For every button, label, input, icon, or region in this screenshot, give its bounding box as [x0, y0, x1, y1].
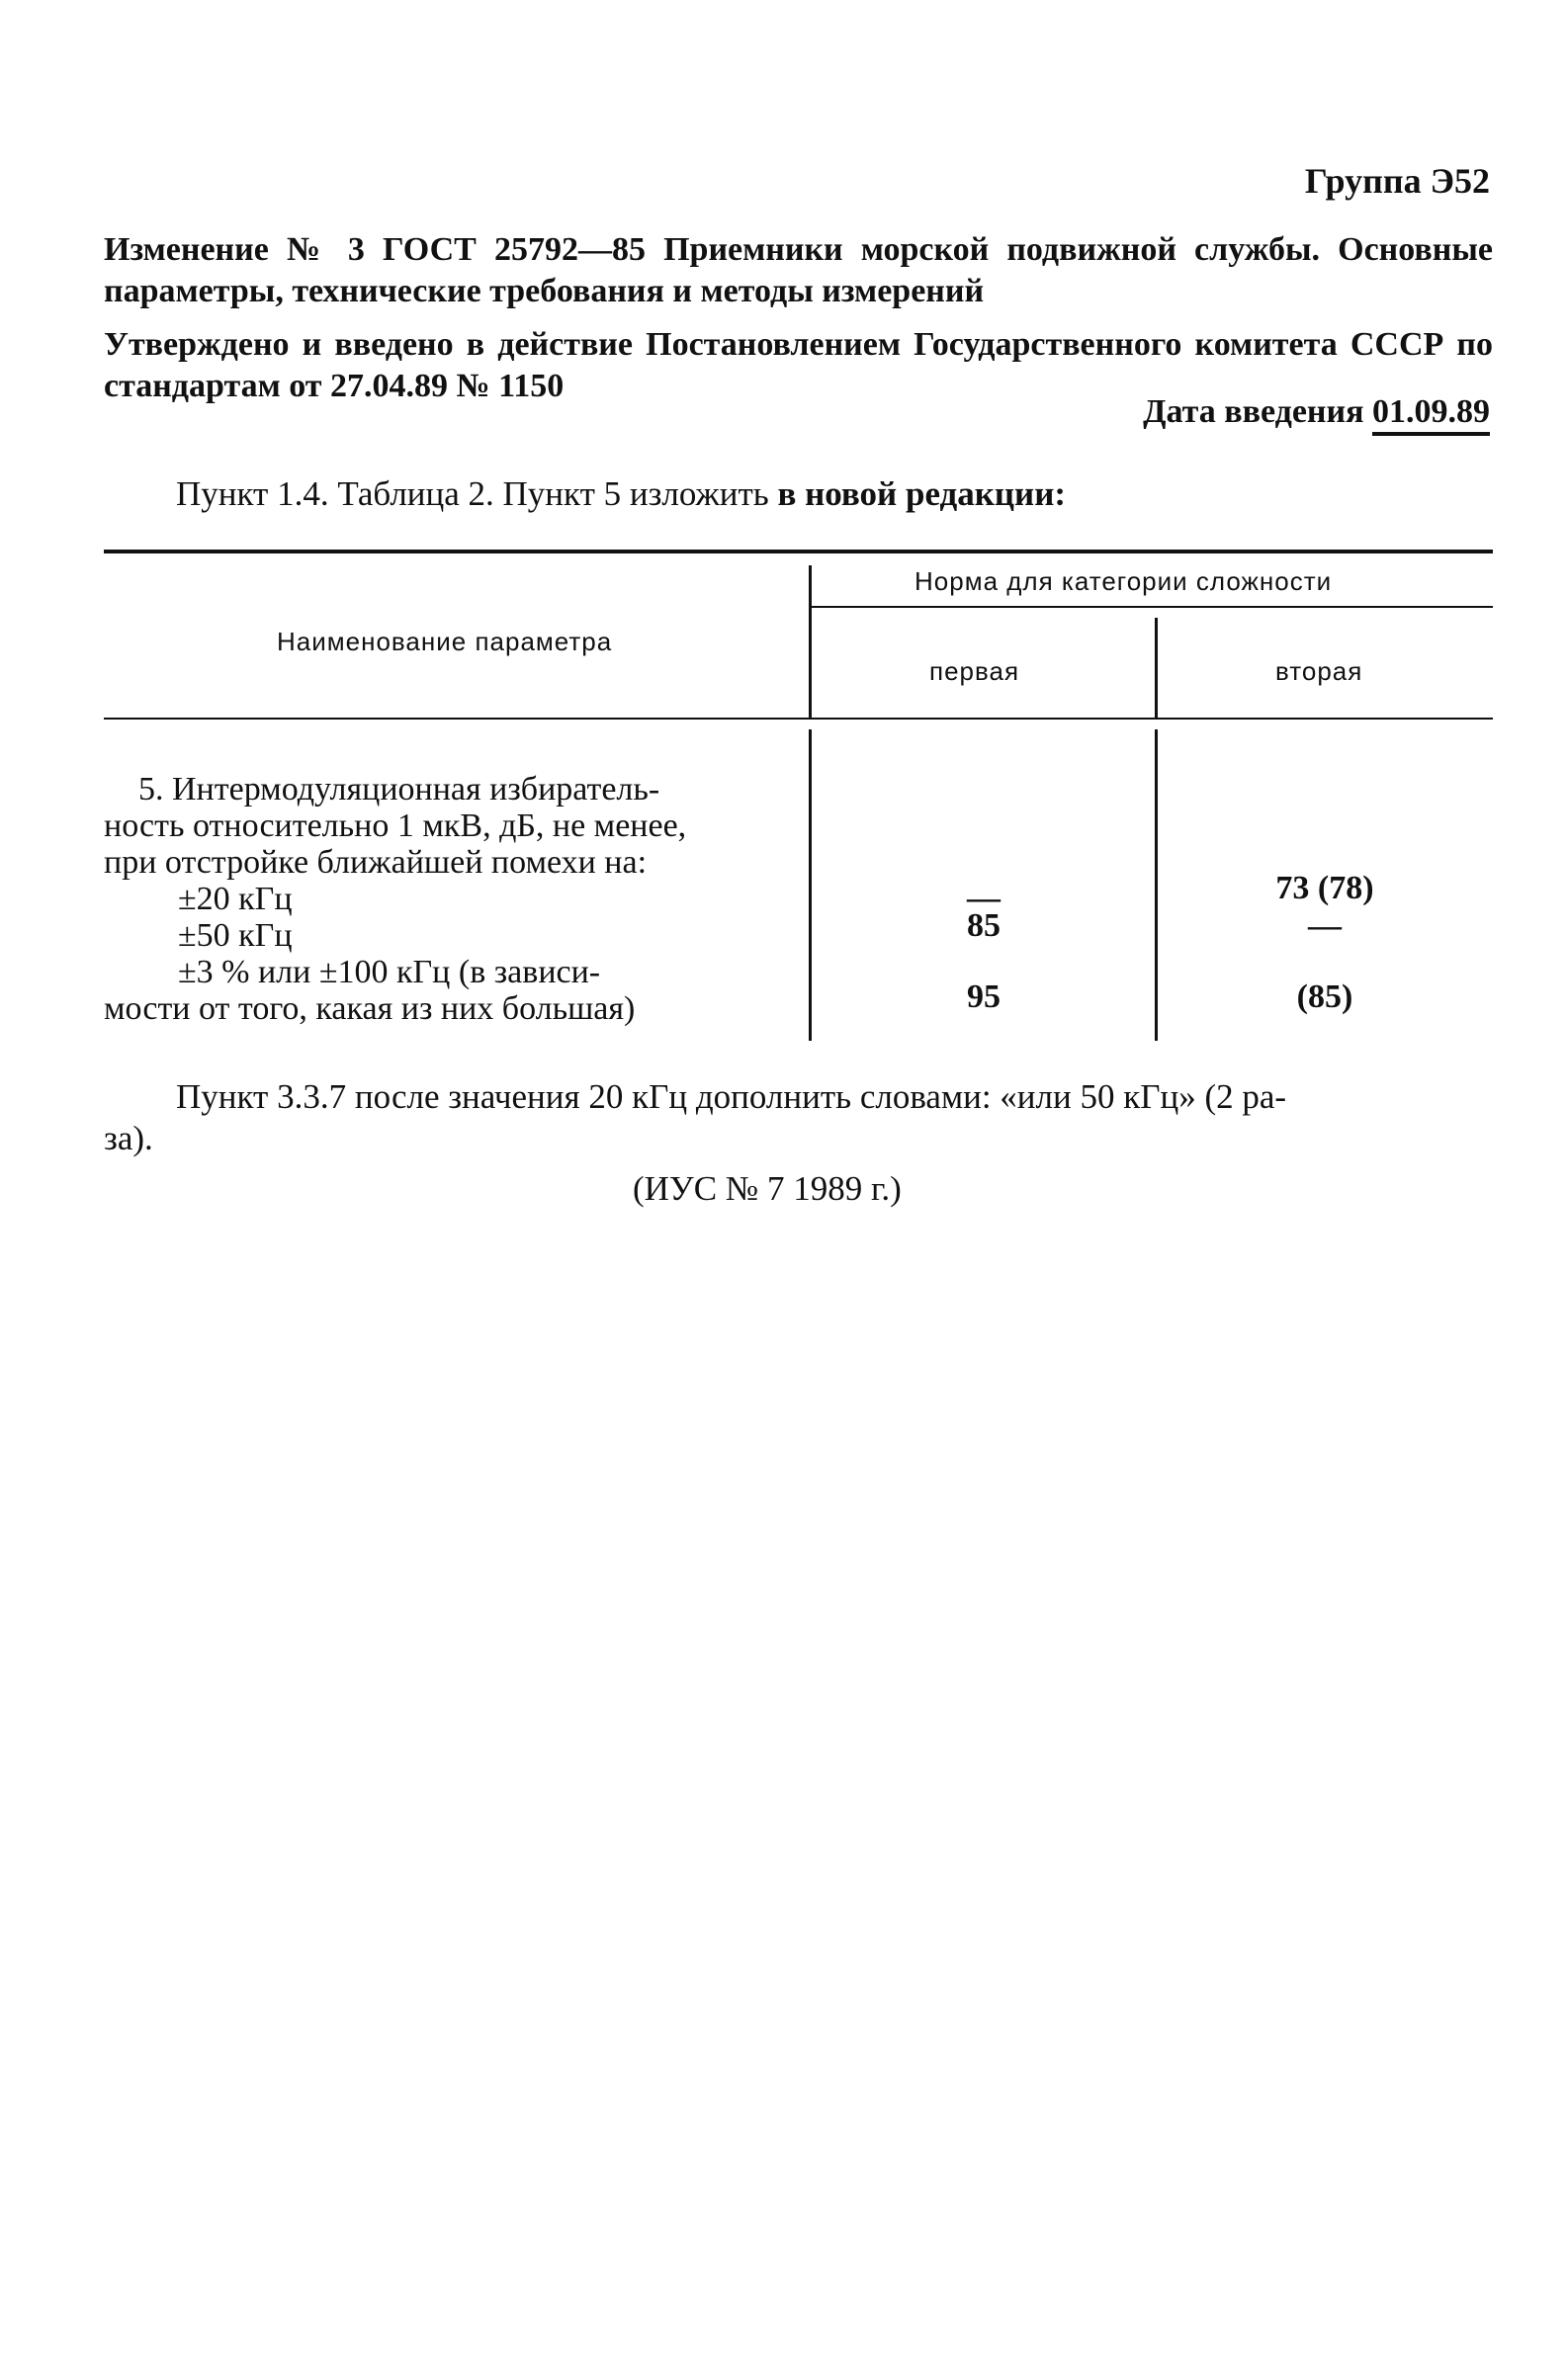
- ius-reference: (ИУС № 7 1989 г.): [633, 1169, 902, 1208]
- table-subheader-divider: [1155, 618, 1158, 720]
- table-header-divider: [809, 565, 812, 720]
- table-subheader-rule: [811, 606, 1493, 608]
- table-body-divider: [809, 729, 812, 1041]
- table-header-bottom-rule: [104, 718, 1493, 720]
- date-value: 01.09.89: [1372, 393, 1490, 436]
- column-header-norm: Норма для категории сложности: [914, 566, 1333, 596]
- paragraph-instruction-text: Пункт 1.4. Таблица 2. Пункт 5 изложить: [176, 474, 778, 513]
- parameter-name: [104, 771, 801, 1027]
- group-code: Группа Э52: [1304, 161, 1490, 201]
- paragraph-addition-continuation: за).: [104, 1119, 153, 1157]
- table-body-divider-2: [1155, 729, 1158, 1041]
- parameter-line: 5. Интермодуляционная избиратель-: [138, 771, 660, 808]
- cell-second-row3: (85): [1296, 978, 1353, 1015]
- date-label: Дата введения: [1143, 393, 1364, 430]
- parameter-line: ±3 % или ±100 кГц (в зависи-: [178, 954, 601, 990]
- parameter-line: ±50 кГц: [178, 917, 293, 954]
- parameter-line: мости от того, какая из них большая): [104, 990, 636, 1027]
- paragraph-instruction: [176, 474, 1066, 514]
- cell-second-row1: 73 (78): [1275, 870, 1374, 906]
- column-header-second: вторая: [1275, 656, 1363, 686]
- cell-second-row2: —: [1308, 907, 1342, 944]
- cell-first-row2: 85: [967, 907, 1001, 944]
- cell-first-row1: —: [967, 880, 1001, 916]
- parameter-line: при отстройке ближайшей помехи на:: [104, 844, 648, 881]
- approval-statement: Утверждено и введено в действие Постановлением Государственного комитета СССР по стандартам от 27.04.89 № 1150: [104, 326, 1493, 404]
- effective-date: [1143, 393, 1490, 431]
- parameter-line: ±20 кГц: [178, 881, 293, 917]
- paragraph-instruction-bold: в новой редакции:: [777, 474, 1067, 513]
- table-top-rule: [104, 550, 1493, 553]
- column-header-first: первая: [929, 656, 1020, 686]
- column-header-parameter: Наименование параметра: [277, 627, 613, 656]
- cell-first-row3: 95: [967, 978, 1001, 1015]
- paragraph-addition: Пункт 3.3.7 после значения 20 кГц дополнить словами: «или 50 кГц» (2 ра-: [176, 1077, 1287, 1116]
- parameter-line: ность относительно 1 мкВ, дБ, не менее,: [104, 808, 687, 844]
- change-title: Изменение № 3 ГОСТ 25792—85 Приемники морской подвижной службы. Основные параметры, технические требования и методы измерений: [104, 231, 1493, 309]
